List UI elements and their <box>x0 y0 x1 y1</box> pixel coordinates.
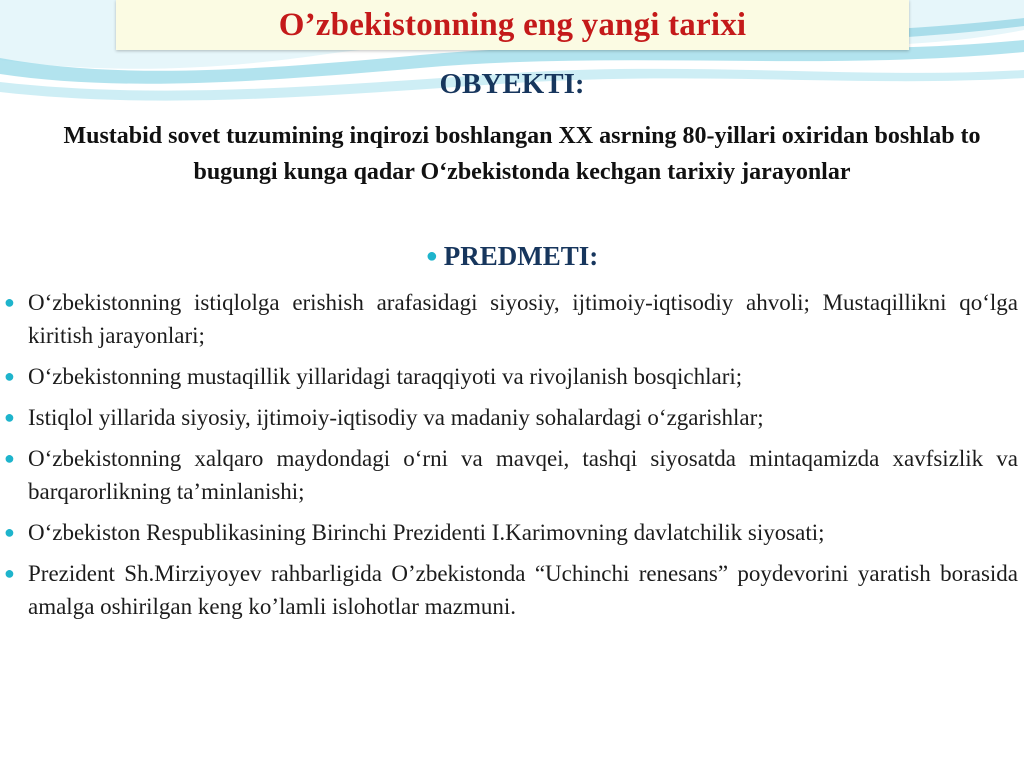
bullet-dot-icon: ● <box>4 407 15 427</box>
title-banner <box>116 0 909 50</box>
obyekti-description: Mustabid sovet tuzumining inqirozi boshlangan XX asrning 80-yillari oxiridan boshlab to bugungi kunga qadar O‘zbekistonda kechgan tarixiy jarayonlar <box>63 123 981 185</box>
list-item-text: O‘zbekiston Respublikasining Birinchi Prezidenti I.Karimovning davlatchilik siyosati; <box>28 520 825 545</box>
list-item <box>0 401 1018 434</box>
bullet-dot-icon: ● <box>425 245 438 267</box>
list-item-text: O‘zbekistonning mustaqillik yillaridagi taraqqiyoti va rivojlanish bosqichlari; <box>28 364 743 389</box>
obyekti-heading: OBYEKTI: <box>439 68 585 100</box>
predmeti-heading-row <box>0 241 1024 272</box>
list-item <box>0 286 1018 352</box>
list-item <box>0 516 1018 549</box>
predmeti-list <box>0 286 1018 631</box>
list-item-text: Prezident Sh.Mirziyoyev rahbarligida O’zbekistonda “Uchinchi renesans” poydevorini yaratish borasida amalga oshirilgan keng ko’lamli islohotlar mazmuni. <box>28 561 1018 619</box>
bullet-dot-icon: ● <box>4 292 15 312</box>
bullet-dot-icon: ● <box>4 448 15 468</box>
list-item-text: Istiqlol yillarida siyosiy, ijtimoiy-iqtisodiy va madaniy sohalardagi o‘zgarishlar; <box>28 405 764 430</box>
list-item <box>0 557 1018 623</box>
predmeti-heading: PREDMETI: <box>443 241 599 271</box>
bullet-dot-icon: ● <box>4 563 15 583</box>
slide-title: O’zbekistonning eng yangi tarixi <box>278 6 747 43</box>
bullet-dot-icon: ● <box>4 366 15 386</box>
bullet-dot-icon: ● <box>4 522 15 542</box>
list-item <box>0 442 1018 508</box>
list-item <box>0 360 1018 393</box>
list-item-text: O‘zbekistonning xalqaro maydondagi o‘rni va mavqei, tashqi siyosatda mintaqamizda xavfsizlik va barqarorlikning ta’minlanishi; <box>28 446 1018 504</box>
list-item-text: O‘zbekistonning istiqlolga erishish arafasidagi siyosiy, ijtimoiy-iqtisodiy ahvoli; Mustaqillikni qo‘lga kiritish jarayonlari; <box>28 290 1018 348</box>
